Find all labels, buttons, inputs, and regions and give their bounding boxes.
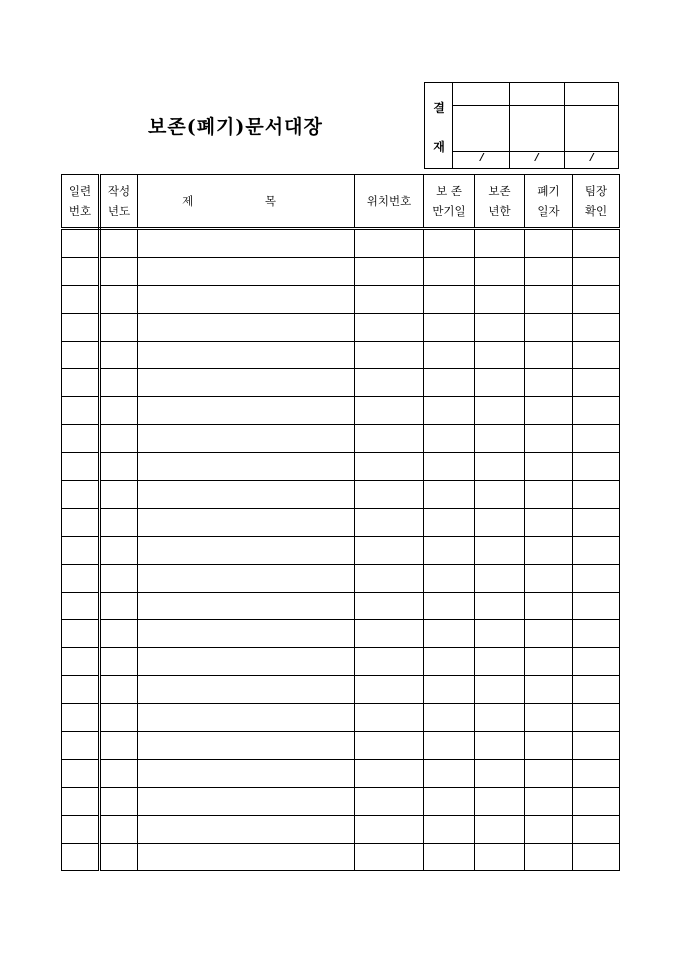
location-number-cell[interactable] <box>355 425 424 453</box>
disposal-date-cell[interactable] <box>525 815 573 843</box>
manager-check-cell[interactable] <box>573 229 620 258</box>
location-number-cell[interactable] <box>355 508 424 536</box>
retention-expiry-cell[interactable] <box>424 815 475 843</box>
created-year-cell[interactable] <box>100 397 138 425</box>
disposal-date-cell[interactable] <box>525 732 573 760</box>
retention-period-cell[interactable] <box>475 759 525 787</box>
location-number-cell[interactable] <box>355 759 424 787</box>
location-number-cell[interactable] <box>355 815 424 843</box>
created-year-cell[interactable] <box>100 313 138 341</box>
manager-check-cell[interactable] <box>573 592 620 620</box>
table-row <box>62 648 620 676</box>
table-row <box>62 592 620 620</box>
manager-check-cell[interactable] <box>573 481 620 509</box>
subject-cell[interactable] <box>138 425 355 453</box>
subject-cell[interactable] <box>138 648 355 676</box>
table-row <box>62 285 620 313</box>
retention-period-cell[interactable] <box>475 564 525 592</box>
retention-period-cell[interactable] <box>475 732 525 760</box>
retention-expiry-cell[interactable] <box>424 843 475 871</box>
retention-expiry-cell[interactable] <box>424 704 475 732</box>
disposal-date-cell[interactable] <box>525 313 573 341</box>
subject-cell[interactable] <box>138 341 355 369</box>
table-row <box>62 341 620 369</box>
approval-label-column <box>425 83 453 168</box>
serial-number-cell[interactable] <box>62 787 100 815</box>
subject-cell[interactable] <box>138 397 355 425</box>
header-manager-check: 팀장 확인 <box>573 175 620 229</box>
retention-period-cell[interactable] <box>475 592 525 620</box>
retention-expiry-cell[interactable] <box>424 787 475 815</box>
manager-check-cell[interactable] <box>573 508 620 536</box>
retention-period-cell[interactable] <box>475 453 525 481</box>
table-row <box>62 508 620 536</box>
created-year-cell[interactable] <box>100 815 138 843</box>
table-row <box>62 759 620 787</box>
retention-expiry-cell[interactable] <box>424 397 475 425</box>
retention-expiry-cell[interactable] <box>424 508 475 536</box>
location-number-cell[interactable] <box>355 481 424 509</box>
table-row <box>62 481 620 509</box>
approval-date-mark: / <box>535 152 539 163</box>
retention-period-cell[interactable] <box>475 397 525 425</box>
subject-cell[interactable] <box>138 369 355 397</box>
retention-period-cell[interactable] <box>475 704 525 732</box>
retention-period-cell[interactable] <box>475 843 525 871</box>
disposal-date-cell[interactable] <box>525 592 573 620</box>
header-disposal-date: 폐기 일자 <box>525 175 573 229</box>
disposal-date-cell[interactable] <box>525 620 573 648</box>
created-year-cell[interactable] <box>100 759 138 787</box>
manager-check-cell[interactable] <box>573 704 620 732</box>
retention-expiry-cell[interactable] <box>424 369 475 397</box>
retention-expiry-cell[interactable] <box>424 313 475 341</box>
created-year-cell[interactable] <box>100 508 138 536</box>
subject-cell[interactable] <box>138 676 355 704</box>
location-number-cell[interactable] <box>355 592 424 620</box>
approval-box <box>424 82 619 169</box>
created-year-cell[interactable] <box>100 843 138 871</box>
approval-label-top: 결 <box>433 101 445 115</box>
disposal-date-cell[interactable] <box>525 508 573 536</box>
approval-label-bottom: 재 <box>433 140 445 154</box>
location-number-cell[interactable] <box>355 453 424 481</box>
disposal-date-cell[interactable] <box>525 369 573 397</box>
retention-expiry-cell[interactable] <box>424 564 475 592</box>
location-number-cell[interactable] <box>355 369 424 397</box>
subject-cell[interactable] <box>138 481 355 509</box>
manager-check-cell[interactable] <box>573 285 620 313</box>
table-row <box>62 229 620 258</box>
manager-check-cell[interactable] <box>573 815 620 843</box>
disposal-date-cell[interactable] <box>525 341 573 369</box>
created-year-cell[interactable] <box>100 453 138 481</box>
header-subject: 제 목 <box>138 175 355 229</box>
disposal-date-cell[interactable] <box>525 787 573 815</box>
location-number-cell[interactable] <box>355 676 424 704</box>
serial-number-cell[interactable] <box>62 759 100 787</box>
manager-check-cell[interactable] <box>573 843 620 871</box>
disposal-date-cell[interactable] <box>525 536 573 564</box>
approval-divider <box>564 83 565 168</box>
serial-number-cell[interactable] <box>62 453 100 481</box>
retention-expiry-cell[interactable] <box>424 592 475 620</box>
serial-number-cell[interactable] <box>62 285 100 313</box>
disposal-date-cell[interactable] <box>525 676 573 704</box>
location-number-cell[interactable] <box>355 341 424 369</box>
disposal-date-cell[interactable] <box>525 843 573 871</box>
page-title: 보존(폐기)문서대장 <box>148 116 323 138</box>
serial-number-cell[interactable] <box>62 592 100 620</box>
retention-period-cell[interactable] <box>475 481 525 509</box>
disposal-date-cell[interactable] <box>525 759 573 787</box>
retention-expiry-cell[interactable] <box>424 229 475 258</box>
retention-period-cell[interactable] <box>475 536 525 564</box>
subject-cell[interactable] <box>138 313 355 341</box>
serial-number-cell[interactable] <box>62 369 100 397</box>
location-number-cell[interactable] <box>355 257 424 285</box>
subject-cell[interactable] <box>138 508 355 536</box>
table-row <box>62 313 620 341</box>
disposal-date-cell[interactable] <box>525 285 573 313</box>
table-row <box>62 564 620 592</box>
serial-number-cell[interactable] <box>62 620 100 648</box>
created-year-cell[interactable] <box>100 425 138 453</box>
subject-cell[interactable] <box>138 285 355 313</box>
retention-period-cell[interactable] <box>475 620 525 648</box>
manager-check-cell[interactable] <box>573 257 620 285</box>
location-number-cell[interactable] <box>355 648 424 676</box>
serial-number-cell[interactable] <box>62 648 100 676</box>
location-number-cell[interactable] <box>355 843 424 871</box>
serial-number-cell[interactable] <box>62 257 100 285</box>
disposal-date-cell[interactable] <box>525 425 573 453</box>
disposal-date-cell[interactable] <box>525 453 573 481</box>
location-number-cell[interactable] <box>355 564 424 592</box>
retention-period-cell[interactable] <box>475 313 525 341</box>
created-year-cell[interactable] <box>100 481 138 509</box>
manager-check-cell[interactable] <box>573 620 620 648</box>
header-retention-period: 보존 년한 <box>475 175 525 229</box>
created-year-cell[interactable] <box>100 676 138 704</box>
table-row <box>62 453 620 481</box>
disposal-date-cell[interactable] <box>525 481 573 509</box>
approval-date-mark: / <box>590 152 594 163</box>
subject-cell[interactable] <box>138 453 355 481</box>
header-created-year: 작성 년도 <box>100 175 138 229</box>
retention-expiry-cell[interactable] <box>424 732 475 760</box>
serial-number-cell[interactable] <box>62 313 100 341</box>
header-location-number: 위치번호 <box>355 175 424 229</box>
retention-expiry-cell[interactable] <box>424 759 475 787</box>
retention-expiry-cell[interactable] <box>424 341 475 369</box>
location-number-cell[interactable] <box>355 620 424 648</box>
subject-cell[interactable] <box>138 843 355 871</box>
location-number-cell[interactable] <box>355 732 424 760</box>
retention-expiry-cell[interactable] <box>424 425 475 453</box>
created-year-cell[interactable] <box>100 648 138 676</box>
disposal-date-cell[interactable] <box>525 229 573 258</box>
subject-cell[interactable] <box>138 759 355 787</box>
header-serial-number: 일련 번호 <box>62 175 100 229</box>
approval-divider <box>509 83 510 168</box>
serial-number-cell[interactable] <box>62 564 100 592</box>
manager-check-cell[interactable] <box>573 564 620 592</box>
created-year-cell[interactable] <box>100 704 138 732</box>
created-year-cell[interactable] <box>100 257 138 285</box>
location-number-cell[interactable] <box>355 787 424 815</box>
retention-period-cell[interactable] <box>475 229 525 258</box>
location-number-cell[interactable] <box>355 397 424 425</box>
location-number-cell[interactable] <box>355 313 424 341</box>
serial-number-cell[interactable] <box>62 481 100 509</box>
header-retention-expiry: 보 존 만기일 <box>424 175 475 229</box>
table-row <box>62 425 620 453</box>
subject-cell[interactable] <box>138 620 355 648</box>
table-row <box>62 732 620 760</box>
serial-number-cell[interactable] <box>62 425 100 453</box>
table-header-row <box>62 175 620 229</box>
table-body <box>62 229 620 871</box>
manager-check-cell[interactable] <box>573 648 620 676</box>
table-row <box>62 369 620 397</box>
retention-period-cell[interactable] <box>475 508 525 536</box>
serial-number-cell[interactable] <box>62 676 100 704</box>
location-number-cell[interactable] <box>355 285 424 313</box>
retention-expiry-cell[interactable] <box>424 536 475 564</box>
retention-expiry-cell[interactable] <box>424 257 475 285</box>
table-row <box>62 843 620 871</box>
document-ledger-table <box>61 174 620 871</box>
retention-period-cell[interactable] <box>475 787 525 815</box>
approval-date-mark: / <box>480 152 484 163</box>
created-year-cell[interactable] <box>100 787 138 815</box>
table-row <box>62 536 620 564</box>
serial-number-cell[interactable] <box>62 536 100 564</box>
table-row <box>62 257 620 285</box>
created-year-cell[interactable] <box>100 369 138 397</box>
retention-period-cell[interactable] <box>475 257 525 285</box>
disposal-date-cell[interactable] <box>525 257 573 285</box>
location-number-cell[interactable] <box>355 229 424 258</box>
retention-period-cell[interactable] <box>475 648 525 676</box>
manager-check-cell[interactable] <box>573 453 620 481</box>
retention-period-cell[interactable] <box>475 815 525 843</box>
disposal-date-cell[interactable] <box>525 564 573 592</box>
created-year-cell[interactable] <box>100 732 138 760</box>
serial-number-cell[interactable] <box>62 843 100 871</box>
serial-number-cell[interactable] <box>62 341 100 369</box>
retention-expiry-cell[interactable] <box>424 676 475 704</box>
subject-cell[interactable] <box>138 787 355 815</box>
table-row <box>62 397 620 425</box>
retention-period-cell[interactable] <box>475 676 525 704</box>
serial-number-cell[interactable] <box>62 815 100 843</box>
subject-cell[interactable] <box>138 229 355 258</box>
table-row <box>62 676 620 704</box>
manager-check-cell[interactable] <box>573 397 620 425</box>
disposal-date-cell[interactable] <box>525 397 573 425</box>
subject-cell[interactable] <box>138 257 355 285</box>
retention-period-cell[interactable] <box>475 285 525 313</box>
retention-expiry-cell[interactable] <box>424 453 475 481</box>
manager-check-cell[interactable] <box>573 787 620 815</box>
serial-number-cell[interactable] <box>62 508 100 536</box>
retention-period-cell[interactable] <box>475 341 525 369</box>
table-row <box>62 787 620 815</box>
created-year-cell[interactable] <box>100 536 138 564</box>
table-row <box>62 704 620 732</box>
location-number-cell[interactable] <box>355 536 424 564</box>
subject-cell[interactable] <box>138 732 355 760</box>
created-year-cell[interactable] <box>100 285 138 313</box>
retention-period-cell[interactable] <box>475 425 525 453</box>
retention-expiry-cell[interactable] <box>424 285 475 313</box>
retention-expiry-cell[interactable] <box>424 620 475 648</box>
subject-cell[interactable] <box>138 592 355 620</box>
manager-check-cell[interactable] <box>573 313 620 341</box>
created-year-cell[interactable] <box>100 564 138 592</box>
created-year-cell[interactable] <box>100 229 138 258</box>
serial-number-cell[interactable] <box>62 397 100 425</box>
retention-expiry-cell[interactable] <box>424 648 475 676</box>
manager-check-cell[interactable] <box>573 369 620 397</box>
table-row <box>62 620 620 648</box>
approval-divider <box>453 105 619 106</box>
created-year-cell[interactable] <box>100 341 138 369</box>
manager-check-cell[interactable] <box>573 341 620 369</box>
created-year-cell[interactable] <box>100 620 138 648</box>
retention-expiry-cell[interactable] <box>424 481 475 509</box>
location-number-cell[interactable] <box>355 704 424 732</box>
disposal-date-cell[interactable] <box>525 648 573 676</box>
manager-check-cell[interactable] <box>573 676 620 704</box>
manager-check-cell[interactable] <box>573 536 620 564</box>
serial-number-cell[interactable] <box>62 732 100 760</box>
serial-number-cell[interactable] <box>62 704 100 732</box>
manager-check-cell[interactable] <box>573 425 620 453</box>
subject-cell[interactable] <box>138 564 355 592</box>
manager-check-cell[interactable] <box>573 759 620 787</box>
retention-period-cell[interactable] <box>475 369 525 397</box>
subject-cell[interactable] <box>138 536 355 564</box>
created-year-cell[interactable] <box>100 592 138 620</box>
subject-cell[interactable] <box>138 704 355 732</box>
manager-check-cell[interactable] <box>573 732 620 760</box>
serial-number-cell[interactable] <box>62 229 100 258</box>
table-row <box>62 815 620 843</box>
disposal-date-cell[interactable] <box>525 704 573 732</box>
subject-cell[interactable] <box>138 815 355 843</box>
